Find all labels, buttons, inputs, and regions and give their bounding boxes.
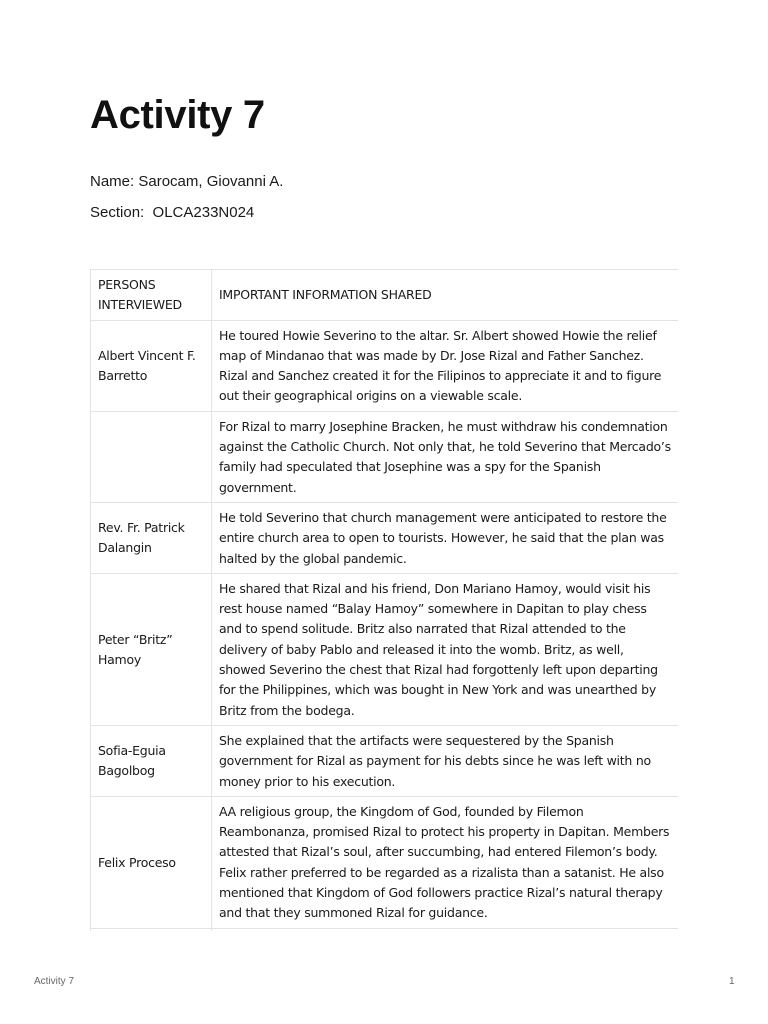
table-row [91, 320, 679, 411]
person-cell: Sofia-Eguia Bagolbog [91, 725, 212, 796]
info-cell: He toured Howie Severino to the altar. Sr. Albert showed Howie the relief map of Mindanao that was made by Dr. Jose Rizal and Father Sanchez. Rizal and Sanchez created it for the Filipinos to appreciate it and to figure out their geographical origins on a viewable scale. [212, 320, 679, 411]
footer-page-number: 1 [729, 976, 735, 987]
info-cell: AA religious group, the Kingdom of God, founded by Filemon Reambonanza, promised Rizal to protect his property in Dapitan. Members attested that Rizal’s soul, after succumbing, had entered Filemon’s body. Felix rather preferred to be regarded as a rizalista than a satanist. He also mentioned that Kingdom of God followers practice Rizal’s natural therapy and that they summoned Rizal for guidance. [212, 796, 679, 928]
person-cell: Rev. Fr. Patrick Dalangin [91, 502, 212, 573]
table-header-row [91, 270, 679, 321]
table-row [91, 725, 679, 796]
info-cell [212, 928, 679, 931]
person-cell: Felix Proceso [91, 796, 212, 928]
document-title: Activity 7 [90, 93, 265, 137]
person-cell [91, 411, 212, 502]
table-row [91, 928, 679, 931]
table-row [91, 411, 679, 502]
student-name-line [90, 172, 283, 192]
person-cell: Peter “Britz” Hamoy [91, 573, 212, 725]
footer-document-title: Activity 7 [34, 976, 75, 987]
person-cell: Albert Vincent F. Barretto [91, 320, 212, 411]
person-cell [91, 928, 212, 931]
section-line [90, 203, 254, 223]
interview-table [90, 269, 678, 931]
info-cell: She explained that the artifacts were sequestered by the Spanish government for Rizal as payment for his debts since he was left with no money prior to his execution. [212, 725, 679, 796]
table-row [91, 796, 679, 928]
header-persons-interviewed: PERSONS INTERVIEWED [91, 270, 212, 321]
table-row [91, 573, 679, 725]
section-code: OLCA233N024 [148, 204, 255, 221]
header-important-information: IMPORTANT INFORMATION SHARED [212, 270, 679, 321]
table-row [91, 502, 679, 573]
section-label: Section: [90, 204, 149, 221]
interview-table-container [90, 269, 678, 931]
info-cell: He shared that Rizal and his friend, Don Mariano Hamoy, would visit his rest house named “Balay Hamoy” somewhere in Dapitan to play chess and to spend solitude. Britz also narrated that Rizal attended to the delivery of baby Pablo and released it into the womb. Britz, as well, showed Severino the chest that Rizal had forgottenly left upon departing for the Philippines, which was bought in New York and was unearthed by Britz from the bodega. [212, 573, 679, 725]
name-label: Name: [90, 173, 139, 190]
info-cell: For Rizal to marry Josephine Bracken, he must withdraw his condemnation against the Catholic Church. Not only that, he told Severino that Mercado’s family had speculated that Josephine was a spy for the Spanish government. [212, 411, 679, 502]
student-name: Sarocam, Giovanni A. [138, 173, 284, 190]
info-cell: He told Severino that church management were anticipated to restore the entire church area to open to tourists. However, he said that the plan was halted by the global pandemic. [212, 502, 679, 573]
